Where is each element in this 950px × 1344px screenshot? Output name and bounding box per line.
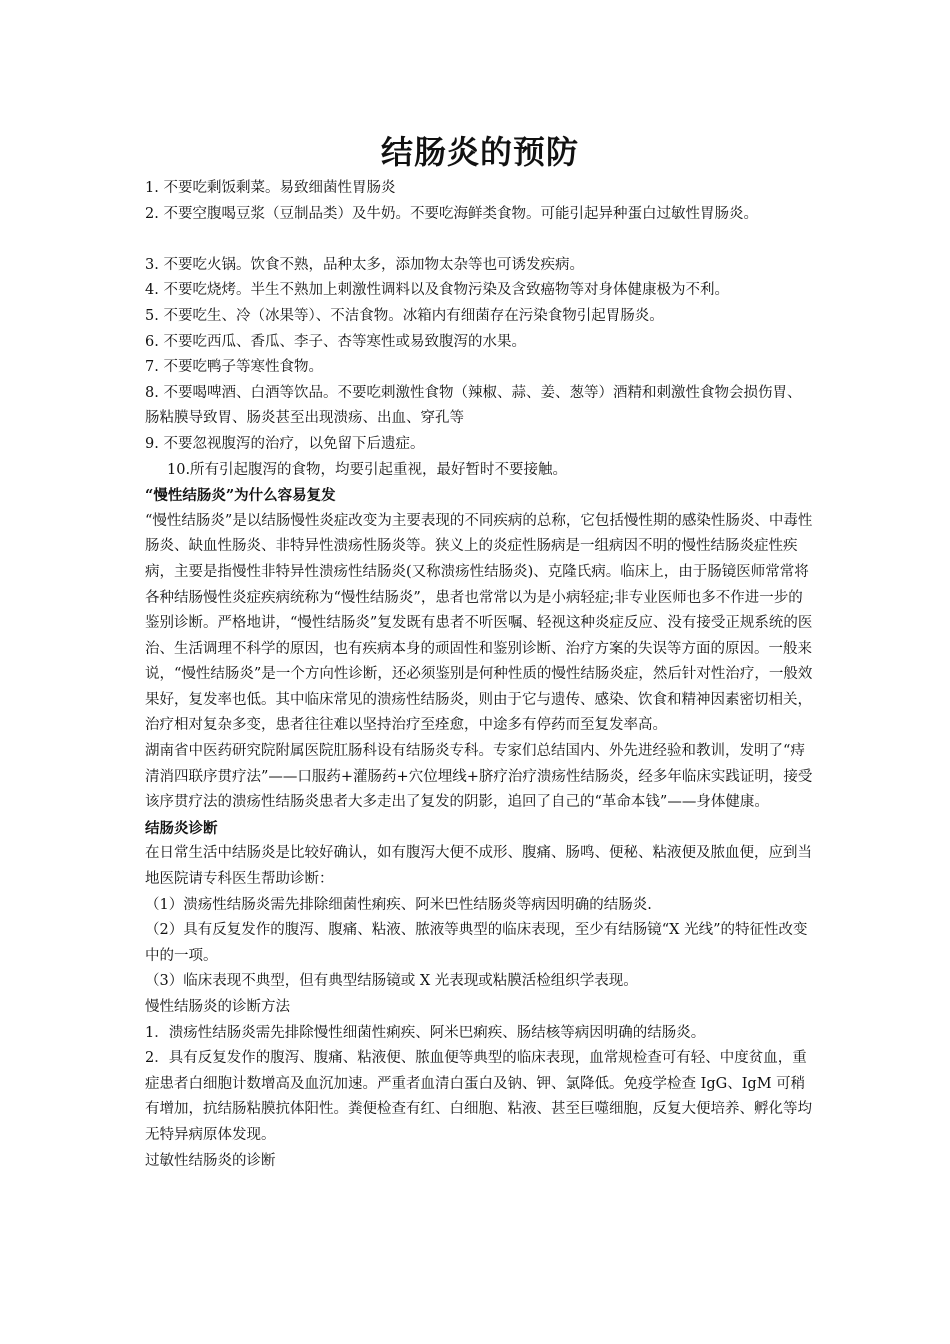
prevention-item-9: 9. 不要忽视腹泻的治疗，以免留下后遗症。	[145, 435, 425, 452]
prevention-item-10: 10.所有引起腹泻的食物，均要引起重视，最好暂时不要接触。	[167, 461, 568, 478]
page-title: 结肠炎的预防	[380, 133, 579, 171]
diagnosis-item-2: （2）具有反复发作的腹泻、腹痛、粘液、脓液等典型的临床表现，至少有结肠镜“X 光线”的特征性改变中的一项。	[145, 922, 808, 964]
section-heading-chronic-diagnosis: 慢性结肠炎的诊断方法	[145, 999, 290, 1015]
chronic-diagnosis-item-2: 2．具有反复发作的腹泻、腹痛、粘液便、脓血便等典型的临床表现，血常规检查可有轻、中度贫血，重症患者白细胞计数增高及血沉加速。严重者血清白蛋白及钠、钾、氯降低。免疫学检查 IgG、IgM 可稍有增加，抗结肠粘膜抗体阳性。粪便检查有红、白细胞、粘液、甚至巨噬细胞，反复大便培养、孵化等均无特异病原体发现。	[145, 1050, 812, 1143]
diagnosis-item-3: （3）临床表现不典型，但有典型结肠镜或 X 光表现或粘膜活检组织学表现。	[145, 973, 638, 990]
prevention-item-6: 6. 不要吃西瓜、香瓜、李子、杏等寒性或易致腹泻的水果。	[145, 333, 526, 350]
prevention-item-3: 3. 不要吃火锅。饮食不熟，品种太多，添加物太杂等也可诱发疾病。	[145, 256, 584, 273]
prevention-item-8: 8. 不要喝啤酒、白酒等饮品。不要吃刺激性食物（辣椒、蒜、姜、葱等）酒精和刺激性食物会损伤胃、肠粘膜导致胃、肠炎甚至出现溃疡、出血、穿孔等	[145, 384, 802, 427]
prevention-item-7: 7. 不要吃鸭子等寒性食物。	[145, 359, 323, 376]
recurrence-paragraph-1: “慢性结肠炎”是以结肠慢性炎症改变为主要表现的不同疾病的总称，它包括慢性期的感染性肠炎、中毒性肠炎、缺血性肠炎、非特异性溃疡性肠炎等。狭义上的炎症性肠病是一组病因不明的慢性结肠炎症性疾病，主要是指慢性非特异性溃疡性结肠炎(又称溃疡性结肠炎)、克隆氏病。临床上，由于肠镜医师常常将各种结肠慢性炎症疾病统称为“慢性结肠炎”，患者也常常以为是小病轻症;非专业医师也多不作进一步的鉴别诊断。严格地讲，“慢性结肠炎”复发既有患者不听医嘱、轻视这种炎症反应、没有接受正规系统的医治、生活调理不科学的原因，也有疾病本身的顽固性和鉴别诊断、治疗方案的失误等方面的原因。一般来说，“慢性结肠炎”是一个方向性诊断，还必须鉴别是何种性质的慢性结肠炎症，然后针对性治疗，一般效果好，复发率也低。其中临床常见的溃疡性结肠炎，则由于它与遗传、感染、饮食和精神因素密切相关，治疗相对复杂多变，患者往往难以坚持治疗至痊愈，中途多有停药而至复发率高。	[145, 512, 813, 734]
section-heading-recurrence: “慢性结肠炎”为什么容易复发	[145, 487, 336, 505]
recurrence-paragraph-2: 湖南省中医药研究院附属医院肛肠科设有结肠炎专科。专家们总结国内、外先进经验和教训，发明了“痔清消四联序贯疗法”——口服药+灌肠药+穴位埋线+脐疗治疗溃疡性结肠炎，经多年临床实践证明，接受该序贯疗法的溃疡性结肠炎患者大多走出了复发的阴影，追回了自己的“革命本钱”——身体健康。	[145, 743, 813, 811]
blank-line	[145, 227, 815, 253]
document-body	[145, 132, 815, 1174]
prevention-item-2: 2. 不要空腹喝豆浆（豆制品类）及牛奶。不要吃海鲜类食物。可能引起异种蛋白过敏性胃肠炎。	[145, 205, 758, 222]
chronic-diagnosis-item-1: 1．溃疡性结肠炎需先排除慢性细菌性痢疾、阿米巴痢疾、肠结核等病因明确的结肠炎。	[145, 1024, 706, 1041]
diagnosis-item-1: （1）溃疡性结肠炎需先排除细菌性痢疾、阿米巴性结肠炎等病因明确的结肠炎.	[145, 896, 652, 913]
prevention-item-4: 4. 不要吃烧烤。半生不熟加上刺激性调料以及食物污染及含致癌物等对身体健康极为不利。	[145, 282, 729, 299]
diagnosis-intro: 在日常生活中结肠炎是比较好确认，如有腹泻大便不成形、腹痛、肠鸣、便秘、粘液便及脓血便，应到当地医院请专科医生帮助诊断：	[145, 845, 812, 888]
prevention-item-1: 1. 不要吃剩饭剩菜。易致细菌性胃肠炎	[145, 180, 396, 196]
prevention-item-5: 5. 不要吃生、冷（冰果等）、不洁食物。冰箱内有细菌存在污染食物引起胃肠炎。	[145, 307, 664, 324]
section-heading-diagnosis: 结肠炎诊断	[145, 819, 218, 837]
section-heading-allergic-diagnosis: 过敏性结肠炎的诊断	[145, 1152, 276, 1169]
